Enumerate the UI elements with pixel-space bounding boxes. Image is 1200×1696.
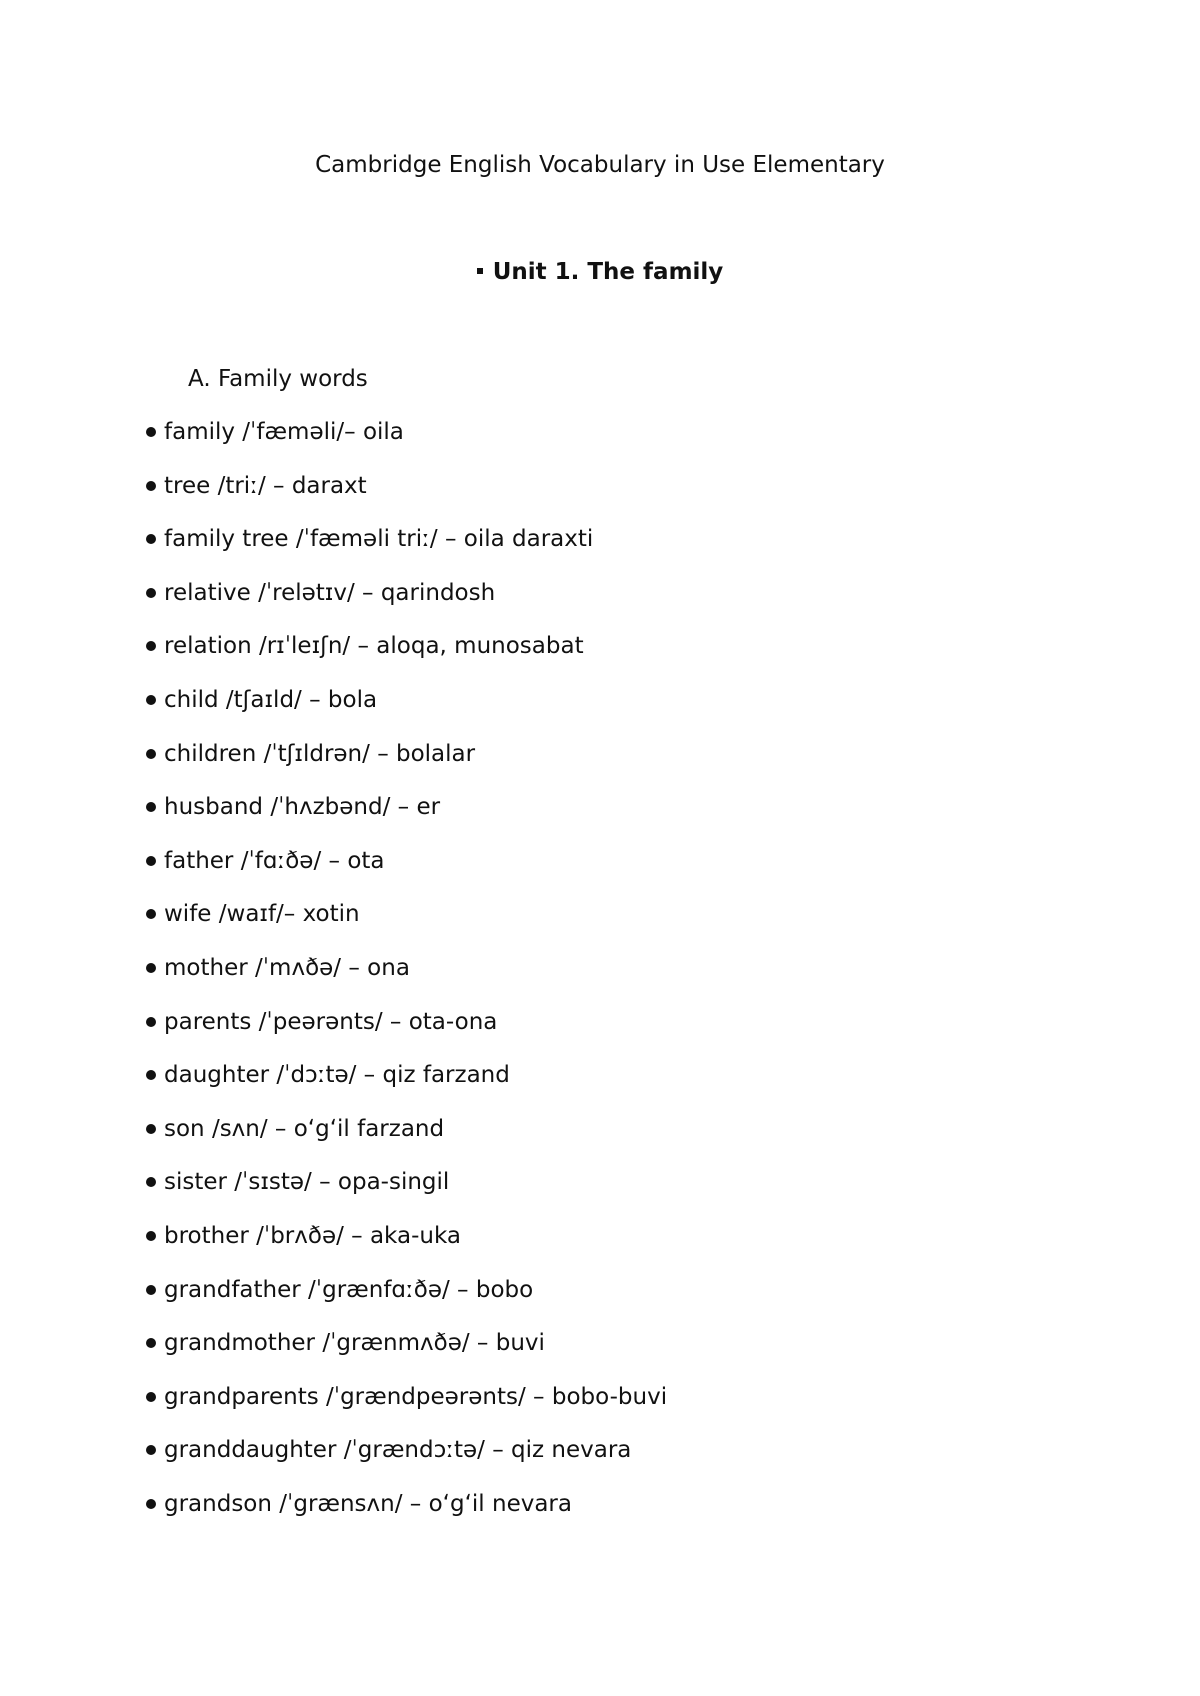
list-item-text: grandmother /ˈgrænmʌðə/ – buvi: [164, 1330, 545, 1357]
list-item: [146, 1060, 667, 1114]
list-item-text: relation /rɪˈleɪʃn/ – aloqa, munosabat: [164, 633, 584, 660]
list-item: [146, 1328, 667, 1382]
bullet-icon: [146, 1285, 156, 1295]
list-item-text: family tree /ˈfæməli triː/ – oila daraxti: [164, 526, 594, 553]
bullet-icon: [146, 1338, 156, 1348]
list-item: [146, 1435, 667, 1489]
list-item-text: granddaughter /ˈgrændɔːtə/ – qiz nevara: [164, 1437, 632, 1464]
list-item-text: child /tʃaɪld/ – bola: [164, 686, 378, 713]
bullet-icon: [146, 1392, 156, 1402]
list-item: [146, 417, 667, 471]
list-item-text: children /ˈtʃɪldrən/ – bolalar: [164, 740, 476, 767]
list-item-text: grandfather /ˈgrænfɑːðə/ – bobo: [164, 1276, 534, 1303]
list-item-text: tree /triː/ – daraxt: [164, 472, 367, 499]
bullet-icon: [146, 1017, 156, 1027]
bullet-icon: [146, 1177, 156, 1187]
list-item: [146, 578, 667, 632]
unit-heading-text: Unit 1. The family: [492, 259, 724, 285]
list-item: [146, 685, 667, 739]
bullet-icon: [146, 695, 156, 705]
bullet-icon: [146, 588, 156, 598]
list-item-text: husband /ˈhʌzbənd/ – er: [164, 794, 441, 821]
bullet-icon: [146, 909, 156, 919]
bullet-icon: [146, 641, 156, 651]
list-item-text: relative /ˈrelətɪv/ – qarindosh: [164, 579, 496, 606]
bullet-icon: [146, 427, 156, 437]
list-item: [146, 1007, 667, 1061]
list-item: [146, 524, 667, 578]
bullet-icon: [146, 963, 156, 973]
list-item: [146, 631, 667, 685]
bullet-icon: [146, 1124, 156, 1134]
list-item: [146, 792, 667, 846]
list-item: [146, 1221, 667, 1275]
list-item: [146, 1275, 667, 1329]
list-item: [146, 739, 667, 793]
list-item-text: father /ˈfɑːðə/ – ota: [164, 847, 385, 874]
list-item: [146, 846, 667, 900]
list-item-text: wife /waɪf/– xotin: [164, 901, 360, 928]
list-item-text: brother /ˈbrʌðə/ – aka-uka: [164, 1222, 461, 1249]
list-item-text: family /ˈfæməli/– oila: [164, 419, 404, 445]
bullet-icon: [146, 802, 156, 812]
square-bullet-icon: [477, 268, 483, 274]
bullet-icon: [146, 1499, 156, 1509]
bullet-icon: [146, 481, 156, 491]
bullet-icon: [146, 1445, 156, 1455]
unit-heading: [0, 257, 1200, 287]
bullet-icon: [146, 1231, 156, 1241]
list-item-text: grandson /ˈgrænsʌn/ – oʻgʻil nevara: [164, 1490, 572, 1517]
list-item: [146, 1489, 667, 1543]
list-item-text: grandparents /ˈgrændpeərənts/ – bobo-buvi: [164, 1383, 668, 1410]
list-item: [146, 953, 667, 1007]
document-title: Cambridge English Vocabulary in Use Elementary: [315, 152, 885, 178]
bullet-icon: [146, 749, 156, 759]
list-item: [146, 1167, 667, 1221]
vocabulary-list: [146, 417, 667, 1542]
bullet-icon: [146, 534, 156, 544]
list-item: [146, 1114, 667, 1168]
list-item: [146, 899, 667, 953]
list-item: [146, 471, 667, 525]
list-item-text: parents /ˈpeərənts/ – ota-ona: [164, 1008, 498, 1035]
list-item-text: mother /ˈmʌðə/ – ona: [164, 954, 410, 981]
bullet-icon: [146, 1070, 156, 1080]
list-item-text: sister /ˈsɪstə/ – opa-singil: [164, 1169, 450, 1196]
bullet-icon: [146, 856, 156, 866]
list-item-text: son /sʌn/ – oʻgʻil farzand: [164, 1115, 445, 1142]
list-item: [146, 1382, 667, 1436]
list-item-text: daughter /ˈdɔːtə/ – qiz farzand: [164, 1062, 510, 1089]
section-heading: A. Family words: [188, 366, 368, 392]
